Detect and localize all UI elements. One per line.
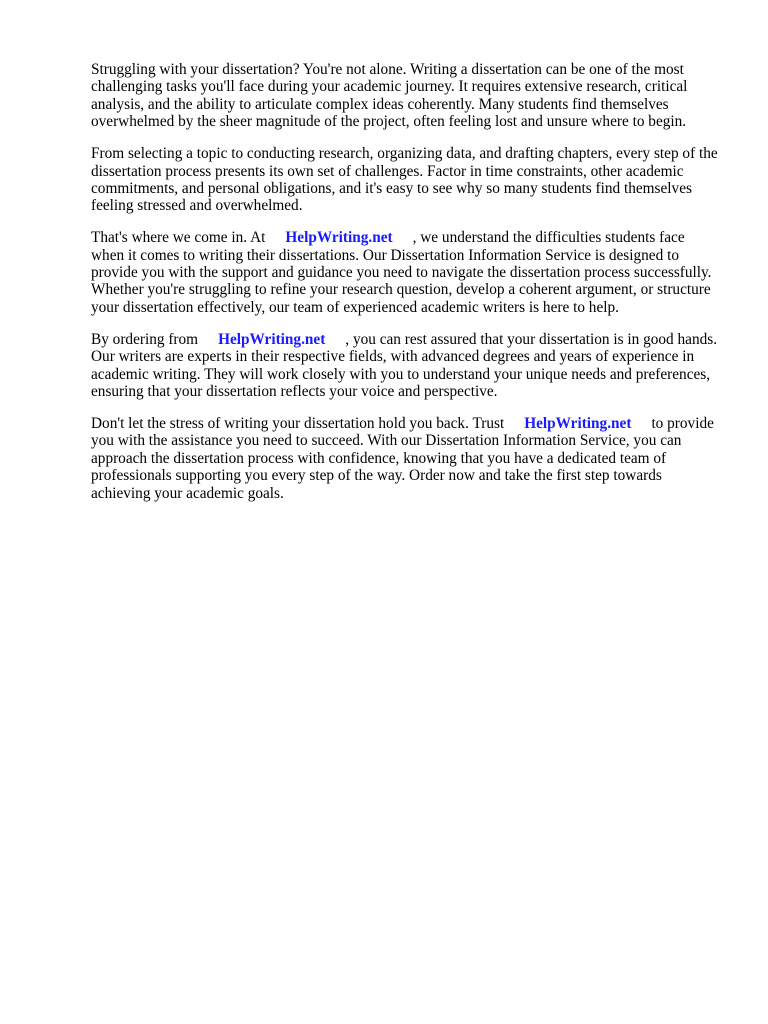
paragraph-ordering [91,331,721,401]
paragraph-where-we-come-in [91,229,721,316]
paragraph-trust [91,415,721,502]
helpwriting-link[interactable]: HelpWriting.net [285,229,393,247]
paragraph-text-after-link: , you can rest assured that your dissertation is in good hands. Our writers are experts in their respective fields, with advanced degrees and years of experience in academic writing. They will work closely with you to understand your unique needs and preferences, ensuring that your dissertation reflects your voice and perspective. [91,330,718,400]
paragraph-intro: Struggling with your dissertation? You're not alone. Writing a dissertation can be one of the most challenging tasks you'll face during your academic journey. It requires extensive research, critical analysis, and the ability to articulate complex ideas coherently. Many students find themselves overwhelmed by the sheer magnitude of the project, often feeling lost and unsure where to begin. [91,61,688,131]
paragraph-text-after-link: , we understand the difficulties students face when it comes to writing their dissertations. Our Dissertation Information Service is designed to provide you with the support and guidance you need to navigate the dissertation process successfully. Whether you're struggling to refine your research question, develop a coherent argument, or structure your dissertation effectively, our team of experienced academic writers is here to help. [91,229,712,316]
paragraph-text-before-link: That's where we come in. At [91,229,266,247]
paragraph-text-before-link: Don't let the stress of writing your dissertation hold you back. Trust [91,414,505,432]
helpwriting-link[interactable]: HelpWriting.net [524,414,632,432]
helpwriting-link[interactable]: HelpWriting.net [218,330,326,348]
paragraph-text-after-link: to provide you with the assistance you need to succeed. With our Dissertation Information Service, you can approach the dissertation process with confidence, knowing that you have a dedicated team of professionals supporting you every step of the way. Order now and take the first step towards achieving your academic goals. [91,414,714,502]
paragraph-challenges: From selecting a topic to conducting research, organizing data, and drafting chapters, every step of the dissertation process presents its own set of challenges. Factor in time constraints, other academic commitments, and personal obligations, and it's easy to see why so many students find themselves feeling stressed and overwhelmed. [91,145,718,215]
document-body [91,61,721,516]
paragraph-text-before-link: By ordering from [91,330,199,348]
